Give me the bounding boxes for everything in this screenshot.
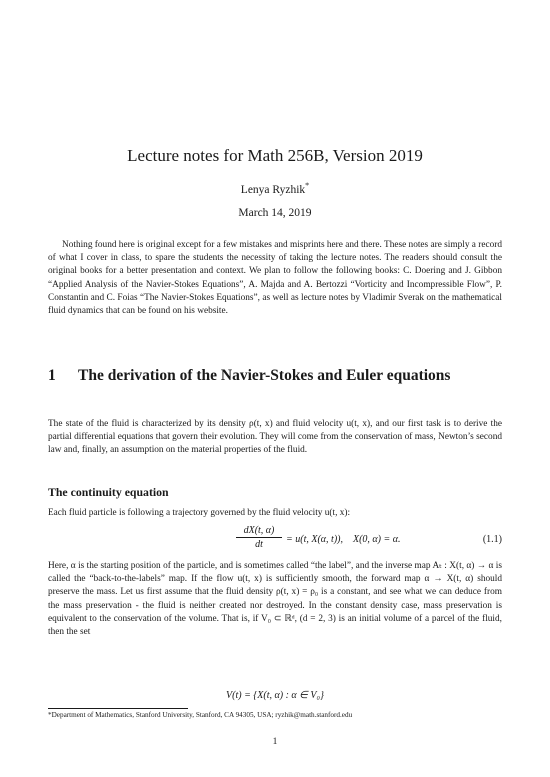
section-heading	[48, 365, 502, 386]
continuity-paragraph-2: Here, α is the starting position of the particle, and is sometimes called “the label”, and the inverse map Aₜ : X(t, α) → α is called the “back-to-the-labels” map. If the flow u(t, x) is sufficiently smooth, the forward map α → X(t, α) should preserve the mass. Let us first assume that the fluid density ρ(t, x) = ρ₀ is a constant, and see what we can deduce from the mass preservation - the fluid is neither created nor destroyed. In the constant density case, mass preservation is equivalent to the conservation of the volume. That is, if V₀ ⊂ ℝᵈ, (d = 2, 3) is an initial volume of a parcel of the fluid, then the set	[48, 561, 502, 638]
paper-title: Lecture notes for Math 256B, Version 2019	[127, 146, 423, 165]
fraction-denominator: dt	[255, 539, 263, 550]
page-number: 1	[272, 737, 278, 747]
section-intro-paragraph: The state of the fluid is characterized by its density ρ(t, x) and fluid velocity u(t, x), and our first task is to derive the partial differential equations that govern their evolution. They will come from the conservation of mass, Newton’s second law and, finally, an assumption on the material properties of the fluid.	[48, 419, 502, 456]
equation-label: (1.1)	[482, 534, 502, 545]
section-title: The derivation of the Navier-Stokes and Euler equations	[78, 367, 451, 384]
author-name: Lenya Ryzhik	[240, 183, 306, 196]
equation-fraction	[236, 525, 282, 550]
paper-date: March 14, 2019	[238, 207, 312, 219]
section-number: 1	[48, 367, 56, 384]
subsection-heading: The continuity equation	[48, 485, 169, 499]
footnote-rule	[48, 708, 188, 709]
continuity-paragraph-1: Each fluid particle is following a trajectory governed by the fluid velocity u(t, x):	[48, 508, 351, 518]
equation-1-1	[48, 525, 502, 559]
author-line	[0, 181, 550, 196]
author-footnote-mark: *	[305, 181, 310, 190]
footnote: *Department of Mathematics, Stanford University, Stanford, CA 94305, USA; ryzhik@math.stanford.edu	[48, 711, 353, 719]
abstract-paragraph: Nothing found here is original except for a few mistakes and misprints here and there. These notes are simply a record of what I cover in class, to spare the students the necessity of taking the lecture notes. The readers should consult the original books for a better presentation and context. We plan to follow the following books: C. Doering and J. Gibbon “Applied Analysis of the Navier-Stokes Equations”, A. Majda and A. Bertozzi “Vorticity and Incompressible Flow”, P. Constantin and C. Foias “The Navier-Stokes Equations”, as well as lecture notes by Vladimir Sverak on the mathematical fluid dynamics that can be found on his website.	[48, 240, 502, 317]
fraction-numerator: dX(t, α)	[236, 525, 282, 538]
equation-rhs: = u(t, X(α, t)), X(0, α) = α.	[286, 534, 401, 545]
equation-volume-set: V(t) = {X(t, α) : α ∈ V₀}	[226, 690, 324, 701]
